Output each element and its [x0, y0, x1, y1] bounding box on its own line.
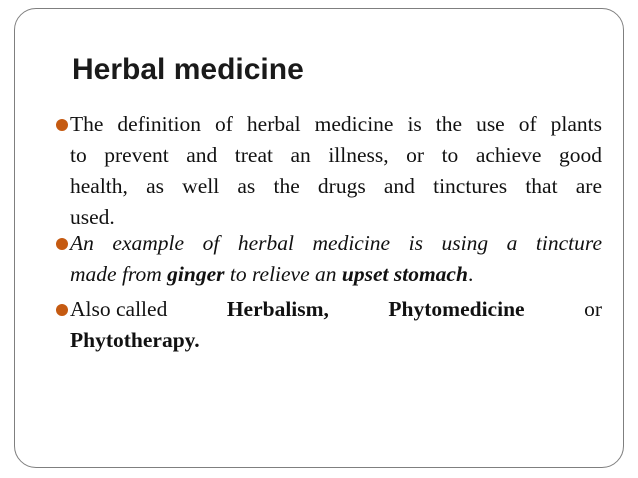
- bullet-line: The definition of herbal medicine is the use of plants: [70, 112, 602, 136]
- keyword-ginger: ginger: [167, 262, 225, 286]
- bullet-line: [70, 294, 602, 325]
- bullet-line: used.: [70, 205, 115, 229]
- bullet-line: to prevent and treat an illness, or to achieve good: [70, 143, 602, 167]
- text-run: to relieve an: [224, 262, 342, 286]
- slide-title: Herbal medicine: [72, 53, 304, 86]
- bullet-example: [56, 228, 602, 290]
- text-run: Also called: [70, 297, 168, 321]
- bullet-also-called: [56, 294, 602, 356]
- bullet-line: An example of herbal medicine is using a tincture: [70, 231, 602, 255]
- bullet-dot-icon: [56, 304, 68, 316]
- bullet-line: [70, 259, 602, 290]
- bullet-definition: [56, 109, 602, 233]
- keyword-phytomedicine: Phytomedicine: [388, 297, 525, 321]
- bullet-dot-icon: [56, 238, 68, 250]
- text-run: [70, 294, 167, 325]
- text-run: .: [467, 262, 474, 286]
- keyword-herbalism: Herbalism,: [226, 297, 329, 321]
- bullet-line: health, as well as the drugs and tinctures that are: [70, 174, 602, 198]
- text-run: made from: [70, 262, 168, 286]
- bullet-dot-icon: [56, 119, 68, 131]
- keyword-upset-stomach: upset stomach: [341, 262, 468, 286]
- text-run: or: [584, 297, 602, 321]
- keyword-phytotherapy: Phytotherapy.: [70, 328, 200, 352]
